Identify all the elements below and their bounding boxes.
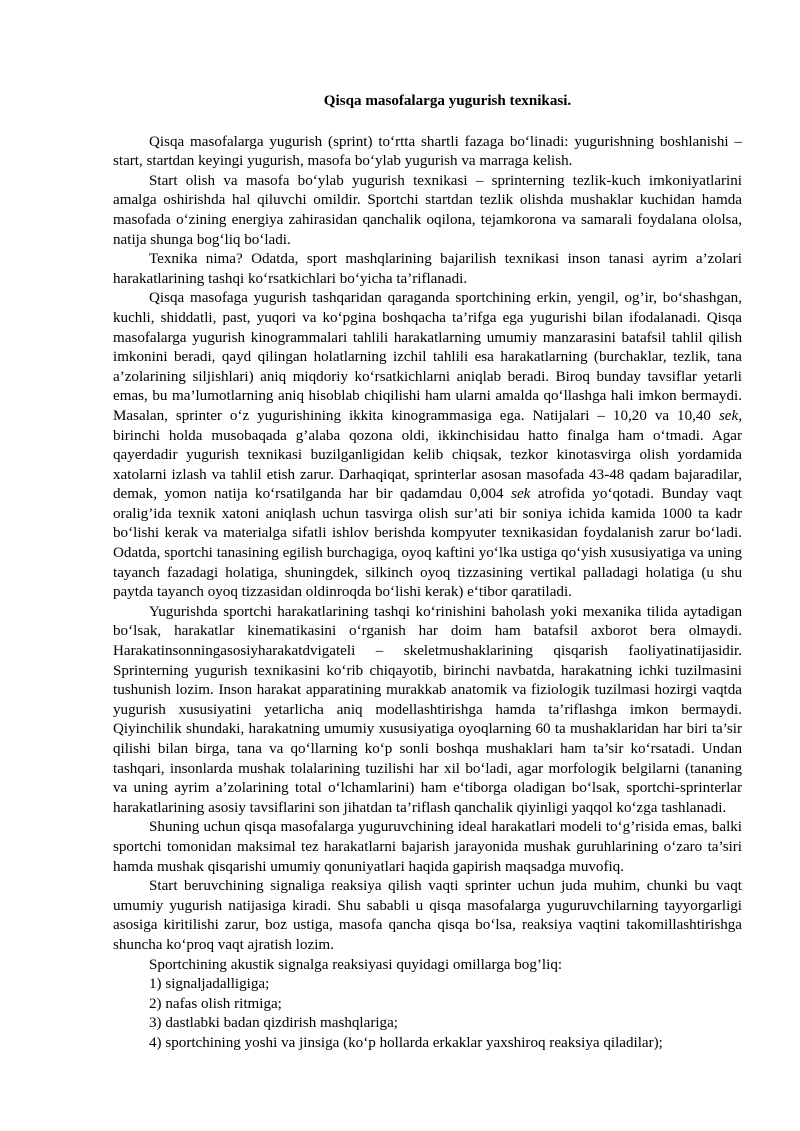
paragraph-text: Qisqa masofalarga yugurish (sprint) to‘rtta shartli fazaga bo‘linadi: yugurishning boshlanishi – start, startdan keyingi yugurish, masofa bo‘ylab yugurish va marraga kelish.: [113, 133, 742, 170]
italic-unit-text: sek: [718, 407, 739, 424]
paragraph: [113, 603, 742, 819]
italic-unit-text: sek: [511, 486, 531, 503]
paragraph: [113, 289, 742, 603]
paragraph: [113, 133, 742, 172]
document-page: [113, 92, 742, 1054]
paragraph: [113, 250, 742, 289]
list-item: 3) dastlabki badan qizdirish mashqlariga;: [149, 1015, 398, 1032]
paragraph: [113, 877, 742, 955]
paragraph-text: Yugurishda sportchi harakatlarining tashqi ko‘rinishini baholash yoki mexanika tilida aytadigan bo‘lsak, harakatlar kinematikasini o‘rganish har doim ham batafsil axborot bera olmaydi. Harakatinsonningasosiyharakatdvigateli – skeletmushaklarining qisqarish faoliyatinatijasidir. Sprinterning yugurish texnikasini ko‘rib chiqayotib, birinchi navbatda, harakatning ichki tuzilmasini tushunish lozim. Inson harakat apparatining murakkab anatomik va fiziologik tuzilmasi hozirgi vaqtda yugurish xususiyatini yetarlicha aniq modellashtirishga hamda ta’riflashga imkon bermaydi. Qiyinchilik shundaki, harakatning umumiy xususiyatiga oyoqlarning 60 ta mushaklaridan har biri ta’sir qilishi bilan birga, tana va qo‘llarning ko‘p sonli boshqa mushaklari ham ta’sir ko‘rsatadi. Undan tashqari, insonlarda mushak tolalarining tuzilishi har xil bo‘ladi, agar morfologik belgilarni (tananing va uning ayrim a’zolarining total o‘lchamlarini) ham e‘tiborga oladigan bo‘lsak, sportchi-sprinterlar harakatlarining asosiy tavsiflarini son jihatdan ta’riflash qanchalik qiyinligi yaqqol ko‘zga tashlanadi.: [113, 603, 742, 816]
paragraph-text: Qisqa masofaga yugurish tashqaridan qaraganda sportchining erkin, yengil, og’ir, bo‘shashgan, kuchli, shiddatli, past, yuqori va ko‘pgina boshqacha ta’rifga ega yugurishi bilan ifodalanadi. Qisqa masofalarga yugurish kinogrammalari tahlili harakatlarning umumiy manzarasini batafsil tahlil qilish imkonini beradi, qayd qilingan holatlarning izchil tahlili esa harakatlarning (burchaklar, tezlik, tana a’zolarining siljishlari) aniq miqdoriy ko‘rsatkichlarni aniqlab beradi. Biroq bunday tavsiflar yetarli emas, bu ma’lumotlarning aniq hisoblab chiqilishi ham ularni amalda qo‘llashga hali imkon bermaydi. Masalan, sprinter o‘z yugurishining ikkita kinogrammasiga ega. Natijalari – 10,20 va 10,40: [113, 290, 742, 424]
paragraph-text: Start olish va masofa bo‘ylab yugurish texnikasi – sprinterning tezlik-kuch imkoniyatlarini amalga oshirishda hal qiluvchi omildir. Sportchi startdan tezlik olishda mushaklar kuchidan hamda masofada o‘zining energiya zahirasidan qanchalik oqilona, tejamkorona va samarali foydalana ololsa, natija shunga bog‘liq bo‘ladi.: [113, 172, 742, 248]
factor-list: [113, 975, 742, 1053]
paragraph-text: , birinchi holda musobaqada g’alaba qozona oldi, ikkinchisidau hatto finalga ham o‘tmadi. Agar qayerdadir yugurish texnikasi buzilganligidan kelib chiqsak, tezkor kinotasvirga olish yordamida xatolarni izlash va tahlil etish zarur. Darhaqiqat, sprinterlar asosan masofada 43-48 qadam bajaradilar, demak, yomon natija ko‘rsatilganda har bir qadamdau 0,004: [113, 407, 742, 503]
paragraph-text: Start beruvchining signaliga reaksiya qilish vaqti sprinter uchun juda muhim, chunki bu vaqt umumiy yugurish natijasiga kiradi. Shu sababli u qisqa masofalarga yuguruvchilarning tayyorgarligi asosiga kiritilishi zarur, boz ustiga, masofa qancha qisqa bo‘lsa, reaksiya vaqtini takomillashtirishga shuncha ko‘proq vaqt ajratish lozim.: [113, 878, 742, 953]
paragraph-text: atrofida yo‘qotadi. Bunday vaqt oralig’ida texnik xatoni aniqlash uchun tasvirga olish sur’ati bir soniya ichida kamida 1000 ta kadr bo‘lishi kerak va materialga sifatli ishlov berishda kompyuter texnikasidan foydalanish zarur bo‘ladi. Odatda, sportchi tanasining egilish burchagiga, oyoq kaftini yo‘lka ustiga qo‘yish xususiyatiga va uning tayanch fazadagi holatiga, shuningdek, silkinch oyoq tizzasining vertikal palladagi holatiga (u shu paytda tayanch oyoq tizzasidan oldinroqda bo‘lishi kerak) e‘tibor qaratiladi.: [113, 486, 742, 601]
paragraph-text: Texnika nima? Odatda, sport mashqlarining bajarilish texnikasi inson tanasi ayrim a’zolari harakatlarining tashqi ko‘rsatkichlari bo‘yicha ta’riflanadi.: [113, 251, 742, 287]
list-item: 4) sportchining yoshi va jinsiga (ko‘p hollarda erkaklar yaxshiroq reaksiya qiladilar);: [149, 1034, 663, 1051]
paragraph: [113, 818, 742, 877]
paragraph-text: Sportchining akustik signalga reaksiyasi quyidagi omillarga bog’liq:: [149, 956, 563, 973]
document-body: [113, 133, 742, 976]
paragraph: [113, 956, 742, 976]
paragraph: [113, 172, 742, 250]
list-item: 1) signaljadalligiga;: [149, 976, 270, 993]
document-title: Qisqa masofalarga yugurish texnikasi.: [323, 93, 572, 109]
paragraph-text: Shuning uchun qisqa masofalarga yuguruvchining ideal harakatlari modeli to‘g’risida emas, balki sportchi tomonidan maksimal tez harakatlarni bajarish jarayonida mushak guruhlarining o‘zaro ta’siri hamda mushak qisqarishi umumiy qonuniyatlari haqida gapirish maqsadga muvofiq.: [113, 819, 742, 875]
list-item: 2) nafas olish ritmiga;: [149, 995, 282, 1012]
